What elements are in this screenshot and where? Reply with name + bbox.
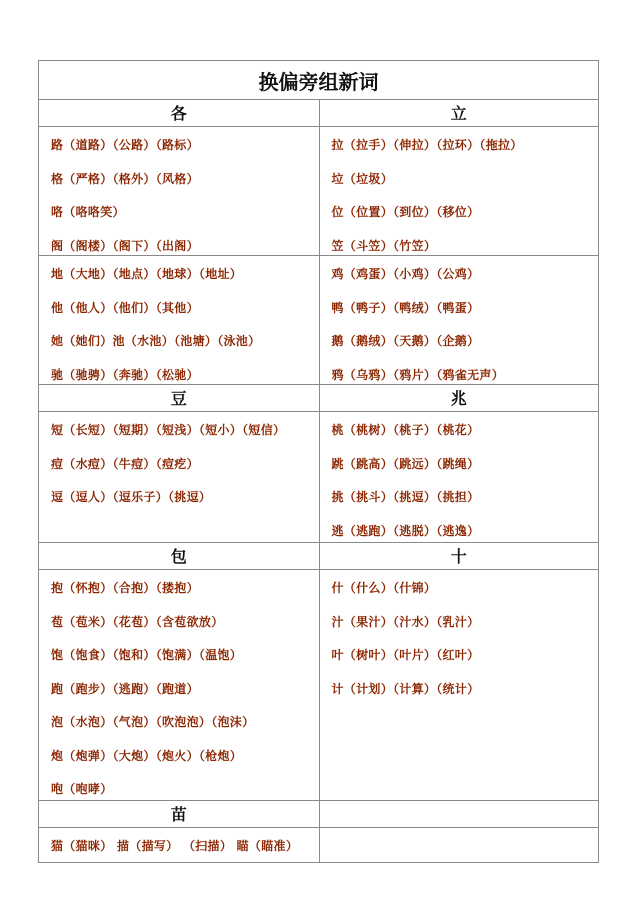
word-list (320, 256, 599, 384)
word-group-line: 炮（炮弹）（大炮）（炮火）（枪炮） (51, 748, 243, 763)
word-group-line: 桃（桃树）（桃子）（桃花） (331, 423, 480, 437)
word-group-line: 泡（水泡）（气泡）（吹泡泡）（泡沫） (51, 715, 255, 729)
right-cell (319, 801, 599, 862)
table-row (39, 256, 598, 385)
radical-heading: 立 (320, 100, 599, 127)
radical-heading (320, 801, 599, 828)
word-group-line: 逗（逗人）（逗乐子）（挑逗） (51, 490, 212, 504)
word-group-line: 地（大地）（地点）（地球）（地址） (51, 267, 243, 281)
word-group-line: 阁（阁楼）（阁下）（出阁） (51, 238, 199, 253)
table-row (39, 100, 598, 256)
word-group-line: 格（严格）（格外）（风格） (51, 171, 199, 186)
word-group-line: 拉（拉手）（伸拉）（拉环）（拖拉） (331, 138, 523, 152)
right-cell (319, 543, 599, 800)
word-group-line: 她（她们）池（水池）（池塘）（泳池） (51, 334, 261, 348)
word-group-line: 计（计划）（计算）（统计） (331, 681, 480, 696)
left-cell (39, 543, 319, 800)
left-cell (39, 100, 319, 255)
word-group-line: 笠（斗笠）（竹笠） (331, 238, 437, 253)
word-group-line: 跑（跑步）（逃跑）（跑道） (51, 681, 199, 696)
word-group-line: 饱（饱食）（饱和）（饱满）（温饱） (51, 648, 243, 662)
word-list (39, 828, 319, 862)
radical-heading: 十 (320, 543, 599, 570)
word-list (320, 127, 599, 255)
word-group-line: 垃（垃圾） (331, 171, 394, 186)
word-group-line: 鸦（乌鸦）（鸦片）（鸦雀无声） (331, 367, 505, 382)
word-group-line: 逃（逃跑）（逃脱）（逃逸） (331, 523, 480, 538)
word-list (39, 412, 319, 542)
word-group-line: 路（道路）（公路）（路标） (51, 138, 199, 152)
right-cell (319, 256, 599, 384)
left-cell (39, 256, 319, 384)
right-cell (319, 100, 599, 255)
table-row (39, 385, 598, 543)
word-group-line: 鹅（鹅绒）（天鹅）（企鹅） (331, 334, 480, 348)
right-cell (319, 385, 599, 542)
word-group-line: 什（什么）（什锦） (331, 581, 437, 595)
word-group-line: 短（长短）（短期）（短浅）（短小）（短信） (51, 423, 286, 437)
word-group-line: 咆（咆哮） (51, 782, 113, 796)
word-group-line: 位（位置）（到位）（移位） (331, 205, 480, 219)
radical-heading: 各 (39, 100, 319, 127)
radical-heading: 苗 (39, 801, 319, 828)
left-cell (39, 801, 319, 862)
word-table (38, 60, 599, 863)
word-list (320, 412, 599, 542)
word-group-line: 他（他人）（他们）（其他） (51, 300, 199, 315)
page-title: 换偏旁组新词 (39, 61, 598, 100)
table-row (39, 801, 598, 862)
word-list (39, 256, 319, 384)
word-list (320, 828, 599, 862)
word-group-line: 猫（猫咪） 描（描写） （扫描） 瞄（瞄准） (51, 839, 299, 853)
word-group-line: 痘（水痘）（牛痘）（痘疙） (51, 456, 199, 471)
word-group-line: 叶（树叶）（叶片）（红叶） (331, 648, 480, 662)
word-list (320, 570, 599, 800)
word-list (39, 570, 319, 800)
word-group-line: 挑（挑斗）（挑逗）（挑担） (331, 490, 480, 504)
table-row (39, 543, 598, 801)
word-group-line: 鸭（鸭子）（鸭绒）（鸭蛋） (331, 300, 480, 315)
word-group-line: 跳（跳高）（跳远）（跳绳） (331, 456, 480, 471)
word-group-line: 苞（苞米）（花苞）（含苞欲放） (51, 614, 224, 629)
radical-heading: 兆 (320, 385, 599, 412)
word-group-line: 咯（咯咯笑） (51, 205, 125, 219)
radical-heading: 豆 (39, 385, 319, 412)
word-group-line: 驰（驰骋）（奔驰）（松驰） (51, 367, 199, 382)
table-body (39, 100, 598, 862)
radical-heading: 包 (39, 543, 319, 570)
word-list (39, 127, 319, 255)
word-group-line: 抱（怀抱）（合抱）（搂抱） (51, 581, 199, 595)
left-cell (39, 385, 319, 542)
word-group-line: 鸡（鸡蛋）（小鸡）（公鸡） (331, 267, 480, 281)
word-group-line: 汁（果汁）（汁水）（乳汁） (331, 614, 480, 629)
